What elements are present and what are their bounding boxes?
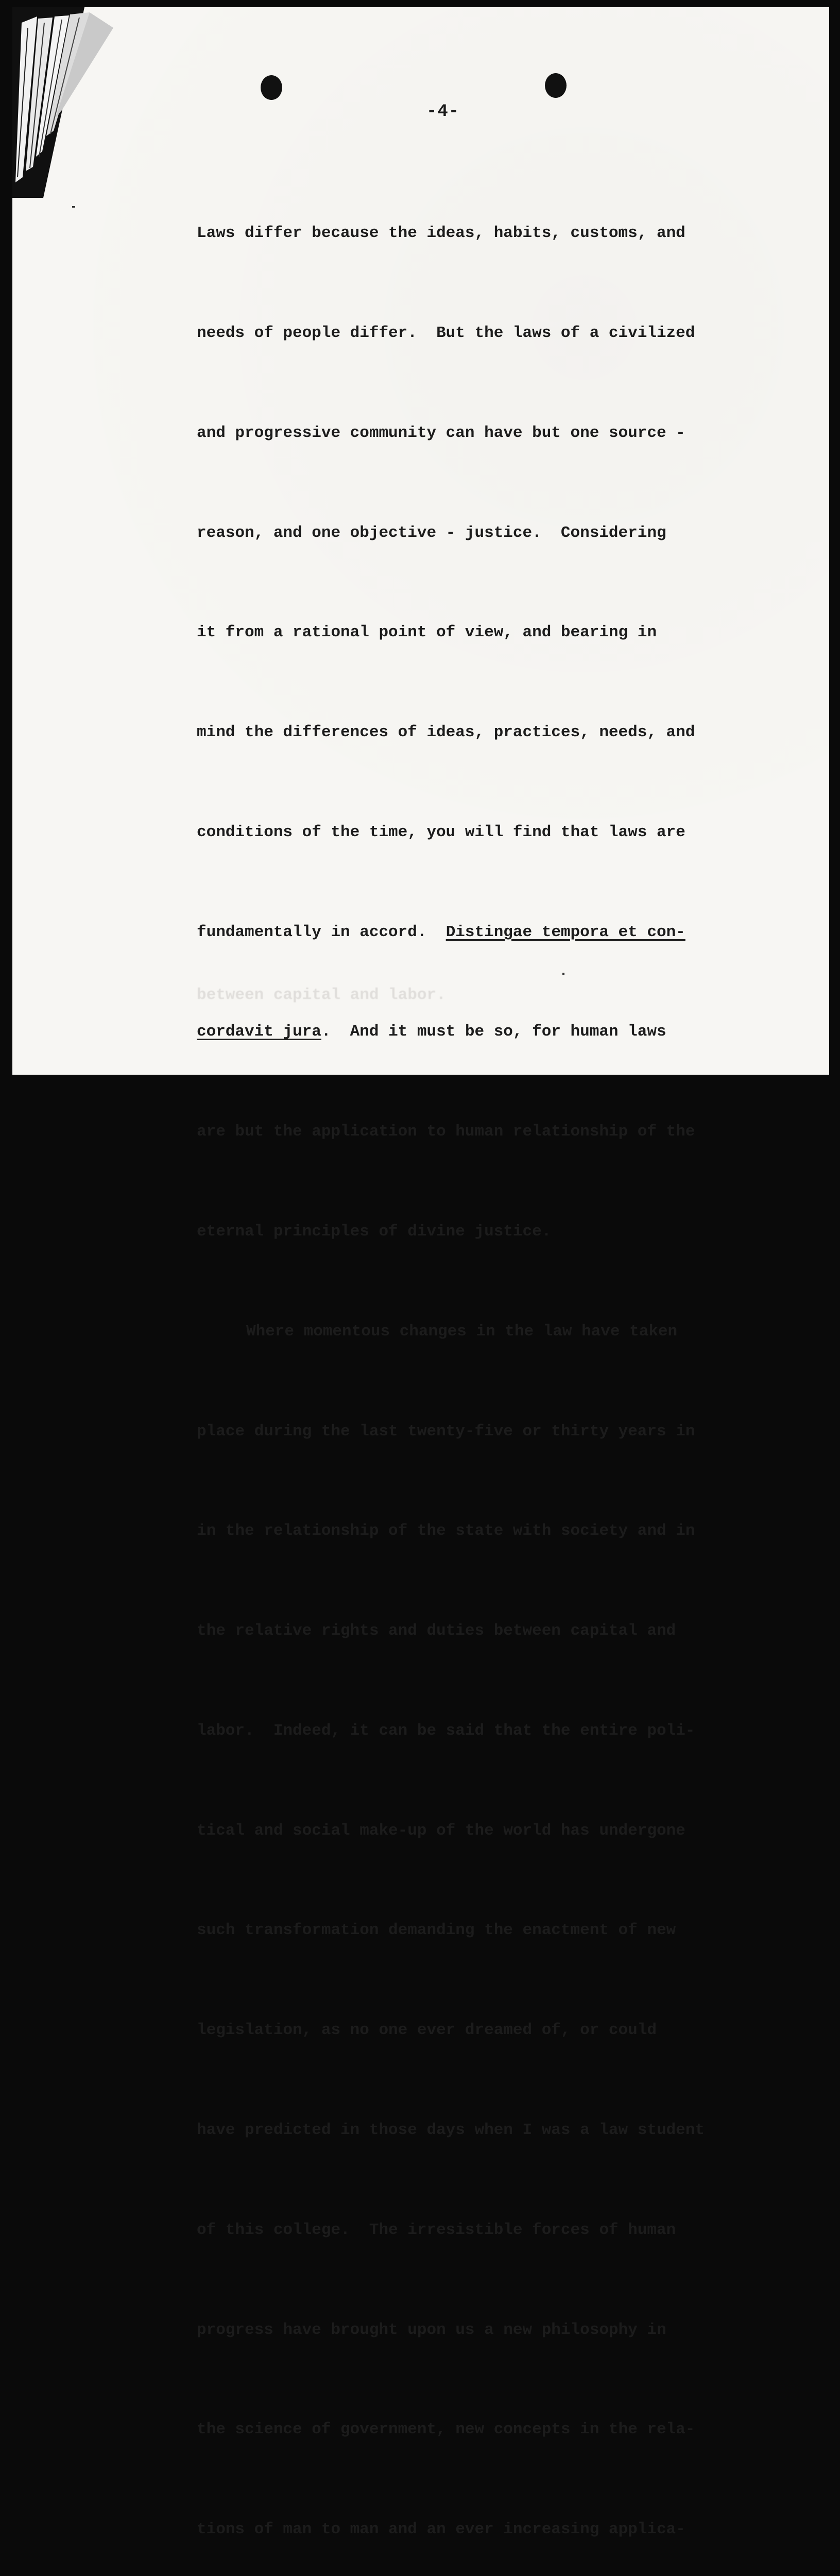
text-line: such transformation demanding the enactment of new: [197, 1921, 676, 1940]
text-line: tical and social make-up of the world has undergone: [197, 1821, 685, 1840]
paragraph-start-line: Where momentous changes in the law have taken: [246, 1322, 678, 1341]
page-number: -4-: [426, 102, 460, 122]
text-fragment: place during the last twenty-five or thirty years: [197, 1422, 676, 1440]
text-line: tions of man to man and an ever increasing applica-: [197, 2520, 685, 2539]
text-line: the science of government, new concepts in the rela-: [197, 2420, 695, 2439]
scan-speck: [72, 206, 75, 208]
text-line: needs of people differ. But the laws of a civilized: [197, 324, 695, 342]
text-line: conditions of the time, you will find that laws are: [197, 823, 685, 841]
text-line: of this college. The irresistible forces of human: [197, 2221, 676, 2239]
punch-hole-right: [545, 73, 567, 98]
torn-corner-pages: [12, 7, 105, 198]
text-line: have predicted in those days when I was a law student: [197, 2121, 705, 2140]
latin-maxim-underlined: Distingae tempora et con-: [445, 923, 685, 941]
text-line: are but the application to human relationship of the: [197, 1123, 695, 1141]
text-line: the relative rights and duties between capital and: [197, 1622, 676, 1640]
text-line: Laws differ because the ideas, habits, customs, and: [197, 224, 685, 243]
text-fragment: fundamentally in accord.: [197, 923, 446, 941]
text-line: [197, 916, 732, 950]
text-line: in the relationship of the state with society and in: [197, 1522, 695, 1540]
text-line: legislation, as no one ever dreamed of, or could: [197, 2021, 657, 2040]
text-line: mind the differences of ideas, practices, needs, and: [197, 723, 695, 742]
text-line: and progressive community can have but one source -: [197, 423, 685, 442]
bleed-through-text: between capital and labor.: [197, 986, 446, 1004]
document-body: [197, 150, 732, 2576]
scan-speck: [562, 973, 564, 975]
text-line: progress have brought upon us a new philosophy in: [197, 2320, 666, 2339]
text-fragment: . And it must be so, for human laws: [321, 1023, 666, 1041]
text-line: labor. Indeed, it can be said that the entire poli-: [197, 1721, 695, 1740]
struck-over-text: in: [676, 1422, 695, 1440]
text-line: [197, 1415, 732, 1449]
text-line: eternal principles of divine justice.: [197, 1223, 552, 1241]
text-line: it from a rational point of view, and bearing in: [197, 623, 657, 642]
text-line: [197, 1015, 732, 1049]
latin-maxim-underlined: cordavit jura: [197, 1023, 321, 1041]
punch-hole-left: [261, 75, 282, 100]
text-line: reason, and one objective - justice. Considering: [197, 523, 666, 542]
